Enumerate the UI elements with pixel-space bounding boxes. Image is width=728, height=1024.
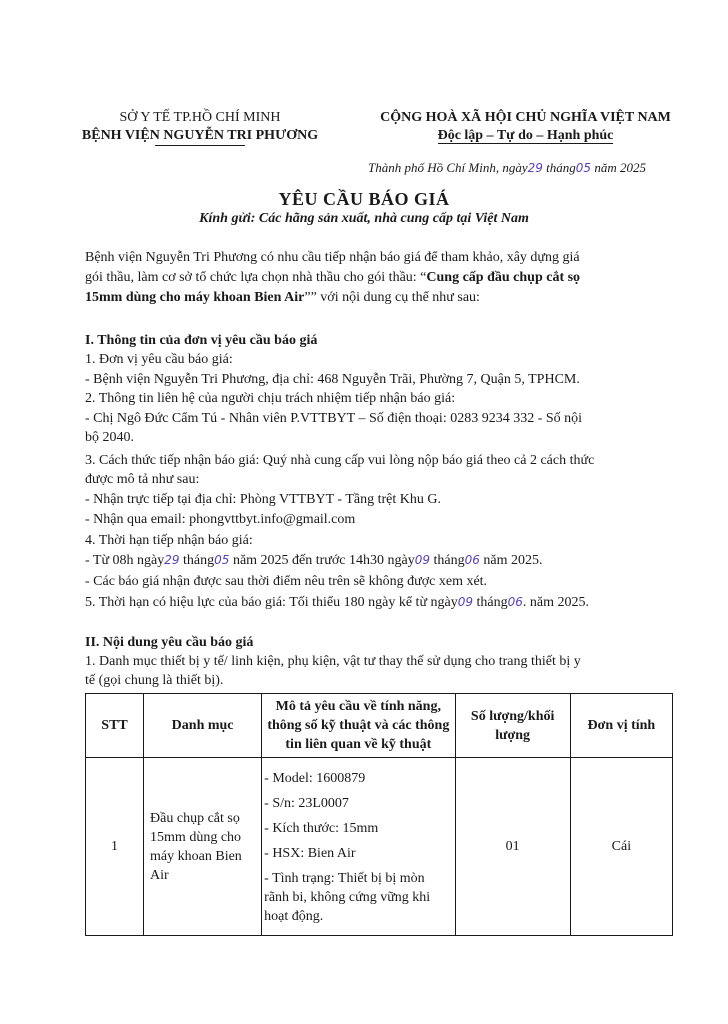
document-date: Thành phố Hồ Chí Minh, ngày29 tháng05 năm 2025 [368,160,646,175]
s1-item2: 2. Thông tin liên hệ của người chịu trách nhiệm tiếp nhận báo giá: [85,391,456,406]
cell-qty: 01 [455,758,570,936]
table-row [86,758,673,936]
s1-item5: 5. Thời hạn có hiệu lực của báo giá: Tối thiểu 180 ngày kể từ ngày09 tháng06. năm 2025. [85,595,590,610]
date-month: 05 [575,161,592,175]
s2-item1-1: 1. Danh mục thiết bị y tế/ linh kiện, phụ kiện, vật tư thay thế sử dụng cho trang thiết bị y [85,654,581,669]
s1-item4-b: - Các báo giá nhận được sau thời điểm nêu trên sẽ không được xem xét. [85,574,488,589]
s1-item4: 4. Thời hạn tiếp nhận báo giá: [85,533,253,548]
col-header-name: Danh mục [144,694,262,758]
s1-item1-detail: - Bệnh viện Nguyễn Tri Phương, địa chỉ: 468 Nguyễn Trãi, Phường 7, Quận 5, TPHCM. [85,372,580,387]
intro-line-3: 15mm dùng cho máy khoan Bien Air”” với nội dung cụ thể như sau: [85,290,480,305]
spec-line: - Tình trạng: Thiết bị bị mòn rãnh bi, không cứng vững khi hoạt động. [264,871,431,924]
nation-motto: Độc lập – Tự do – Hạnh phúc [437,128,614,143]
spec-line: - S/n: 23L0007 [264,796,349,811]
s1-item3-b: - Nhận qua email: phongvttbyt.info@gmail.com [85,512,356,527]
spec-line: - Model: 1600879 [264,771,366,786]
recipient-line: Kính gửi: Các hãng sản xuất, nhà cung cấp tại Việt Nam [199,211,529,226]
s1-item4-a: - Từ 08h ngày29 tháng05 năm 2025 đến trước 14h30 ngày09 tháng06 năm 2025. [85,553,543,568]
cell-unit: Cái [570,758,672,936]
s1-item2-detail-1: - Chị Ngô Đức Cẩm Tú - Nhân viên P.VTTBYT – Số điện thoại: 0283 9234 332 - Số nội [85,411,583,426]
s1-item3-2: được mô tả như sau: [85,472,200,487]
s1-item2-detail-2: bộ 2040. [85,430,134,445]
org-parent: SỞ Y TẾ TP.HỒ CHÍ MINH [119,110,281,125]
col-header-unit: Đơn vị tính [570,694,672,758]
cell-name: Đầu chụp cắt sọ 15mm dùng cho máy khoan Bien Air [144,758,262,936]
equipment-table [85,693,673,936]
s1-item3-1: 3. Cách thức tiếp nhận báo giá: Quý nhà cung cấp vui lòng nộp báo giá theo cả 2 cách thức [85,453,595,468]
s1-item1: 1. Đơn vị yêu cầu báo giá: [85,352,233,367]
col-header-desc: Mô tả yêu cầu về tính năng, thông số kỹ thuật và các thông tin liên quan về kỹ thuật [262,694,455,758]
nation-title: CỘNG HOÀ XÃ HỘI CHỦ NGHĨA VIỆT NAM [380,110,671,125]
intro-line-1: Bệnh viện Nguyễn Tri Phương có nhu cầu tiếp nhận báo giá để tham khảo, xây dựng giá [85,250,580,265]
cell-specs [262,758,455,936]
section1-heading: I. Thông tin của đơn vị yêu cầu báo giá [85,333,318,348]
table-header-row [86,694,673,758]
intro-line-2: gói thầu, làm cơ sở tổ chức lựa chọn nhà thầu cho gói thầu: “Cung cấp đầu chụp cắt sọ [85,270,581,285]
org-underline [155,145,245,146]
org-name: BỆNH VIỆN NGUYỄN TRI PHƯƠNG [81,128,319,143]
cell-stt: 1 [86,758,144,936]
col-header-qty: Số lượng/khối lượng [455,694,570,758]
col-header-stt: STT [86,694,144,758]
s1-item3-a: - Nhận trực tiếp tại địa chỉ: Phòng VTTBYT - Tầng trệt Khu G. [85,492,441,507]
spec-line: - HSX: Bien Air [264,846,356,861]
page-title: YÊU CẦU BÁO GIÁ [278,189,450,209]
spec-line: - Kích thước: 15mm [264,821,379,836]
s2-item1-2: tế (gọi chung là thiết bị). [85,673,224,688]
section2-heading: II. Nội dung yêu cầu báo giá [85,635,254,650]
date-day: 29 [527,161,543,175]
